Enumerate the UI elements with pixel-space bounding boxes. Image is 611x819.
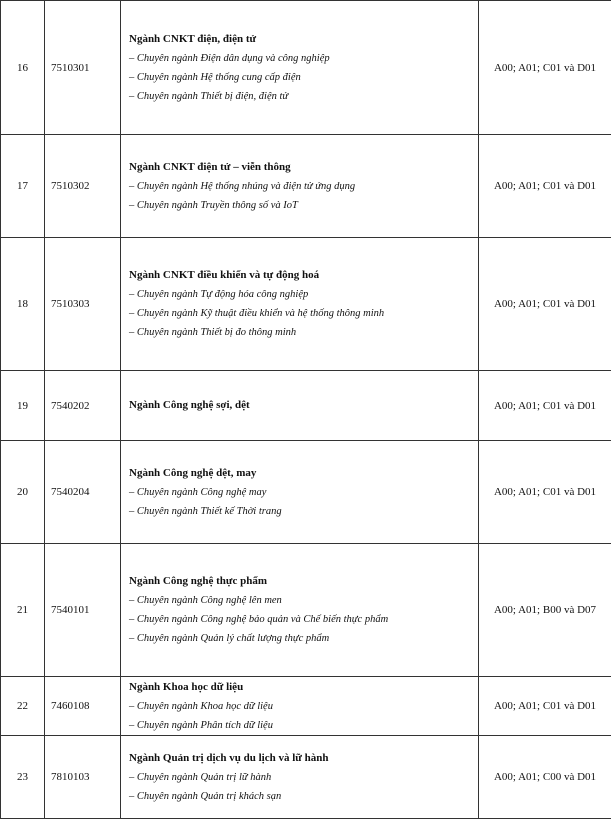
row-number: 22 [1, 677, 45, 736]
major-title: Ngành CNKT điện tử – viễn thông [129, 158, 478, 177]
row-number: 19 [1, 371, 45, 441]
table-row [1, 238, 611, 371]
specialization-item: – Chuyên ngành Khoa học dữ liệu [129, 697, 478, 716]
row-number: 20 [1, 441, 45, 544]
table-row [1, 544, 611, 677]
subject-combinations: A00; A01; C01 và D01 [479, 1, 611, 135]
specialization-item: – Chuyên ngành Công nghệ may [129, 483, 478, 502]
subject-combinations: A00; A01; C01 và D01 [479, 677, 611, 736]
specialization-item: – Chuyên ngành Điện dân dụng và công nghiệp [129, 49, 478, 68]
specialization-item: – Chuyên ngành Thiết kế Thời trang [129, 502, 478, 521]
specialization-item: – Chuyên ngành Phân tích dữ liệu [129, 716, 478, 735]
row-number: 21 [1, 544, 45, 677]
specialization-item: – Chuyên ngành Hệ thống nhúng và điện tử ứng dụng [129, 177, 478, 196]
major-code: 7810103 [45, 736, 121, 819]
row-number: 23 [1, 736, 45, 819]
major-title: Ngành Quản trị dịch vụ du lịch và lữ hành [129, 749, 478, 768]
specialization-item: – Chuyên ngành Thiết bị đo thông minh [129, 323, 478, 342]
major-code: 7510302 [45, 135, 121, 238]
major-code: 7540101 [45, 544, 121, 677]
specialization-item: – Chuyên ngành Tự động hóa công nghiệp [129, 285, 478, 304]
table-row [1, 677, 611, 736]
subject-combinations: A00; A01; B00 và D07 [479, 544, 611, 677]
table-row [1, 135, 611, 238]
specialization-item: – Chuyên ngành Thiết bị điện, điện tử [129, 87, 478, 106]
specialization-item: – Chuyên ngành Công nghệ lên men [129, 591, 478, 610]
major-code: 7540202 [45, 371, 121, 441]
specialization-item: – Chuyên ngành Kỹ thuật điều khiển và hệ thống thông minh [129, 304, 478, 323]
subject-combinations: A00; A01; C01 và D01 [479, 441, 611, 544]
major-title: Ngành Khoa học dữ liệu [129, 678, 478, 697]
major-cell [121, 371, 479, 441]
major-title: Ngành CNKT điện, điện tử [129, 30, 478, 49]
table-row [1, 736, 611, 819]
major-title: Ngành Công nghệ sợi, dệt [129, 396, 478, 415]
major-code: 7510301 [45, 1, 121, 135]
specialization-item: – Chuyên ngành Quản trị lữ hành [129, 768, 478, 787]
row-number: 17 [1, 135, 45, 238]
major-title: Ngành Công nghệ thực phẩm [129, 572, 478, 591]
table-row [1, 1, 611, 135]
specialization-item: – Chuyên ngành Quản trị khách sạn [129, 787, 478, 806]
major-cell [121, 544, 479, 677]
major-cell [121, 736, 479, 819]
major-cell [121, 135, 479, 238]
subject-combinations: A00; A01; C01 và D01 [479, 238, 611, 371]
row-number: 18 [1, 238, 45, 371]
specialization-item: – Chuyên ngành Quản lý chất lượng thực phẩm [129, 629, 478, 648]
subject-combinations: A00; A01; C00 và D01 [479, 736, 611, 819]
majors-table-body [1, 1, 611, 819]
major-title: Ngành CNKT điều khiển và tự động hoá [129, 266, 478, 285]
major-cell [121, 441, 479, 544]
major-cell [121, 677, 479, 736]
subject-combinations: A00; A01; C01 và D01 [479, 371, 611, 441]
major-cell [121, 1, 479, 135]
major-code: 7540204 [45, 441, 121, 544]
major-title: Ngành Công nghệ dệt, may [129, 464, 478, 483]
major-code: 7460108 [45, 677, 121, 736]
major-cell [121, 238, 479, 371]
table-row [1, 371, 611, 441]
major-code: 7510303 [45, 238, 121, 371]
specialization-item: – Chuyên ngành Công nghệ bảo quản và Chế biến thực phẩm [129, 610, 478, 629]
row-number: 16 [1, 1, 45, 135]
subject-combinations: A00; A01; C01 và D01 [479, 135, 611, 238]
specialization-item: – Chuyên ngành Hệ thống cung cấp điện [129, 68, 478, 87]
table-row [1, 441, 611, 544]
specialization-item: – Chuyên ngành Truyền thông số và IoT [129, 196, 478, 215]
